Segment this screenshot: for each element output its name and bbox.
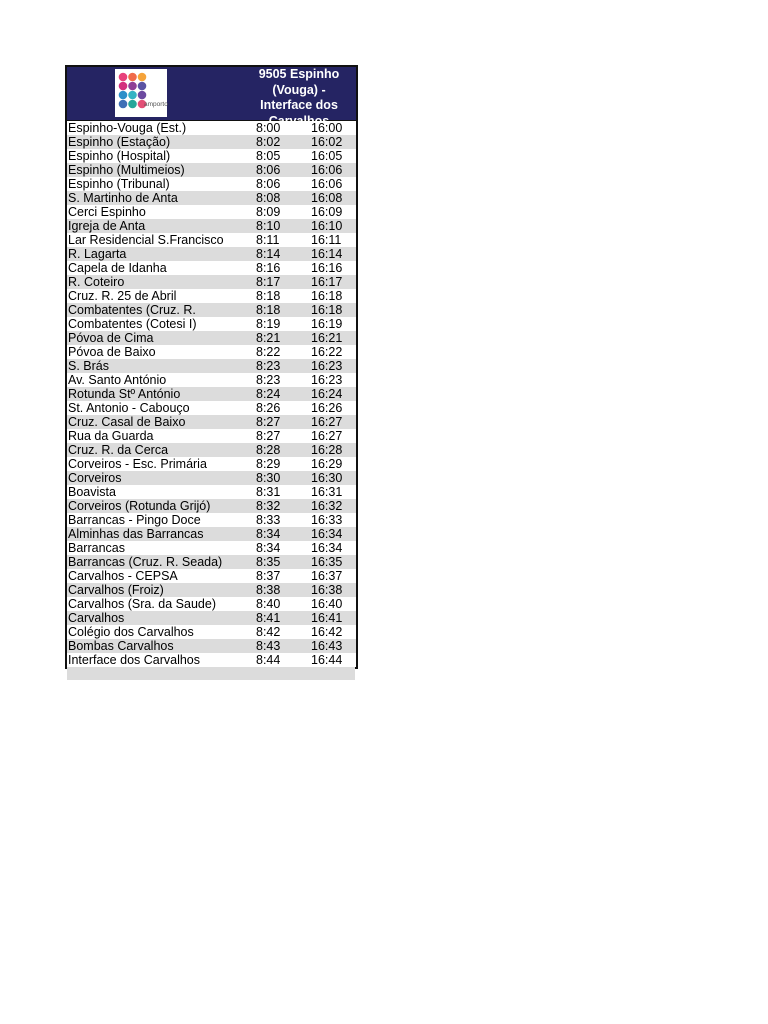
logo-dot (119, 100, 128, 109)
stop-name: Carvalhos - CEPSA (68, 569, 178, 583)
table-row (67, 639, 356, 653)
table-row (67, 331, 356, 345)
stop-name: Capela de Idanha (68, 261, 167, 275)
logo-dot (119, 82, 128, 91)
departure-time-afternoon: 16:05 (311, 149, 343, 163)
departure-time-morning: 8:26 (256, 401, 281, 415)
departure-time-morning: 8:02 (256, 135, 281, 149)
table-row (67, 387, 356, 401)
table-row (67, 513, 356, 527)
amporto-logo (115, 69, 167, 117)
departure-time-morning: 8:44 (256, 653, 281, 667)
table-row (67, 597, 356, 611)
departure-time-morning: 8:34 (256, 527, 281, 541)
table-row (67, 317, 356, 331)
departure-time-morning: 8:11 (256, 233, 280, 247)
departure-time-afternoon: 16:16 (311, 261, 343, 275)
departure-time-morning: 8:18 (256, 303, 281, 317)
departure-time-morning: 8:43 (256, 639, 281, 653)
table-row (67, 303, 356, 317)
stop-name: Espinho (Estação) (68, 135, 171, 149)
departure-time-afternoon: 16:40 (311, 597, 343, 611)
departure-time-morning: 8:06 (256, 163, 281, 177)
logo-dot (119, 91, 128, 100)
logo-dot (138, 91, 147, 100)
stop-name: Corveiros (Rotunda Grijó) (68, 499, 211, 513)
departure-time-afternoon: 16:29 (311, 457, 343, 471)
departure-time-morning: 8:33 (256, 513, 281, 527)
stop-name: Igreja de Anta (68, 219, 146, 233)
stop-name: Cruz. Casal de Baixo (68, 415, 186, 429)
departure-time-afternoon: 16:19 (311, 317, 343, 331)
table-row (67, 499, 356, 513)
departure-time-morning: 8:29 (256, 457, 281, 471)
table-row (67, 163, 356, 177)
departure-time-afternoon: 16:33 (311, 513, 343, 527)
table-row (67, 191, 356, 205)
departure-time-afternoon: 16:23 (311, 359, 343, 373)
departure-time-afternoon: 16:26 (311, 401, 343, 415)
table-row (67, 401, 356, 415)
departure-time-morning: 8:09 (256, 205, 281, 219)
departure-time-morning: 8:22 (256, 345, 281, 359)
departure-time-morning: 8:31 (256, 485, 281, 499)
route-title: 9505 Espinho (Vouga) - Interface dos Carvalhos (258, 67, 340, 128)
stop-name: Espinho (Tribunal) (68, 177, 170, 191)
logo-dot (128, 91, 137, 100)
departure-time-morning: 8:30 (256, 471, 281, 485)
table-row (67, 653, 356, 667)
table-row (67, 625, 356, 639)
departure-time-morning: 8:27 (256, 429, 281, 443)
table-row (67, 583, 356, 597)
table-row (67, 541, 356, 555)
table-row (67, 121, 356, 135)
stop-name: Póvoa de Cima (68, 331, 154, 345)
stop-name: Carvalhos (Froiz) (68, 583, 164, 597)
departure-time-afternoon: 16:11 (311, 233, 342, 247)
stop-name: Rotunda Stº António (68, 387, 181, 401)
table-row (67, 177, 356, 191)
table-row (67, 149, 356, 163)
departure-time-afternoon: 16:18 (311, 289, 343, 303)
table-row (67, 471, 356, 485)
departure-time-afternoon: 16:38 (311, 583, 343, 597)
schedule-table (67, 121, 356, 667)
departure-time-afternoon: 16:21 (311, 331, 343, 345)
departure-time-afternoon: 16:09 (311, 205, 343, 219)
table-row (67, 219, 356, 233)
departure-time-afternoon: 16:27 (311, 429, 343, 443)
stop-name: Combatentes (Cotesi I) (68, 317, 197, 331)
departure-time-morning: 8:35 (256, 555, 281, 569)
departure-time-morning: 8:23 (256, 359, 281, 373)
departure-time-afternoon: 16:32 (311, 499, 343, 513)
departure-time-morning: 8:32 (256, 499, 281, 513)
stop-name: Carvalhos (68, 611, 125, 625)
departure-time-afternoon: 16:30 (311, 471, 343, 485)
departure-time-afternoon: 16:18 (311, 303, 343, 317)
departure-time-afternoon: 16:34 (311, 527, 343, 541)
logo-dot (128, 82, 137, 91)
stop-name: S. Martinho de Anta (68, 191, 178, 205)
departure-time-afternoon: 16:34 (311, 541, 343, 555)
logo-dot (128, 73, 137, 82)
departure-time-afternoon: 16:37 (311, 569, 343, 583)
stop-name: Lar Residencial S.Francisco (68, 233, 224, 247)
departure-time-morning: 8:40 (256, 597, 281, 611)
logo-dot (138, 73, 147, 82)
stop-name: Espinho (Multimeios) (68, 163, 185, 177)
departure-time-afternoon: 16:24 (311, 387, 343, 401)
table-row (67, 457, 356, 471)
departure-time-afternoon: 16:35 (311, 555, 343, 569)
stop-name: Boavista (68, 485, 116, 499)
stop-name: Av. Santo António (68, 373, 167, 387)
departure-time-afternoon: 16:22 (311, 345, 343, 359)
departure-time-morning: 8:23 (256, 373, 281, 387)
stop-name: Combatentes (Cruz. R. (68, 303, 196, 317)
table-row (67, 485, 356, 499)
departure-time-afternoon: 16:23 (311, 373, 343, 387)
stop-name: Interface dos Carvalhos (68, 653, 201, 667)
departure-time-morning: 8:05 (256, 149, 281, 163)
departure-time-afternoon: 16:06 (311, 177, 343, 191)
stop-name: Barrancas - Pingo Doce (68, 513, 201, 527)
departure-time-morning: 8:34 (256, 541, 281, 555)
amporto-logo-icon (115, 69, 167, 117)
table-row (67, 135, 356, 149)
departure-time-afternoon: 16:41 (311, 611, 343, 625)
departure-time-morning: 8:24 (256, 387, 281, 401)
departure-time-morning: 8:17 (256, 275, 281, 289)
stop-name: Colégio dos Carvalhos (68, 625, 194, 639)
table-row (67, 205, 356, 219)
stop-name: Espinho-Vouga (Est.) (68, 121, 187, 135)
table-row (67, 247, 356, 261)
stop-name: Corveiros - Esc. Primária (68, 457, 207, 471)
stop-name: Cerci Espinho (68, 205, 146, 219)
table-row (67, 527, 356, 541)
departure-time-morning: 8:14 (256, 247, 281, 261)
departure-time-morning: 8:27 (256, 415, 281, 429)
table-row (67, 415, 356, 429)
table-row (67, 261, 356, 275)
departure-time-morning: 8:06 (256, 177, 281, 191)
stop-name: Rua da Guarda (68, 429, 154, 443)
stop-name: Barrancas (68, 541, 125, 555)
stop-name: Corveiros (68, 471, 122, 485)
departure-time-morning: 8:16 (256, 261, 281, 275)
departure-time-morning: 8:08 (256, 191, 281, 205)
departure-time-afternoon: 16:27 (311, 415, 343, 429)
table-row (67, 289, 356, 303)
logo-dot (138, 82, 147, 91)
departure-time-afternoon: 16:43 (311, 639, 343, 653)
table-row (67, 611, 356, 625)
table-row (67, 429, 356, 443)
departure-time-morning: 8:18 (256, 289, 281, 303)
logo-text: amporto (144, 101, 168, 108)
stop-name: St. Antonio - Cabouço (68, 401, 190, 415)
table-row (67, 275, 356, 289)
stop-name: R. Coteiro (68, 275, 125, 289)
stop-name: Bombas Carvalhos (68, 639, 174, 653)
table-row (67, 569, 356, 583)
stop-name: Espinho (Hospital) (68, 149, 171, 163)
departure-time-afternoon: 16:10 (311, 219, 343, 233)
departure-time-afternoon: 16:14 (311, 247, 343, 261)
logo-dot (128, 100, 137, 109)
timetable-sheet (65, 65, 358, 669)
footer-band (67, 667, 355, 680)
table-row (67, 373, 356, 387)
stop-name: Alminhas das Barrancas (68, 527, 204, 541)
departure-time-morning: 8:19 (256, 317, 281, 331)
departure-time-afternoon: 16:08 (311, 191, 343, 205)
departure-time-morning: 8:37 (256, 569, 281, 583)
departure-time-afternoon: 16:28 (311, 443, 343, 457)
departure-time-morning: 8:38 (256, 583, 281, 597)
table-row (67, 359, 356, 373)
table-row (67, 345, 356, 359)
departure-time-afternoon: 16:31 (311, 485, 343, 499)
stop-name: S. Brás (68, 359, 109, 373)
stop-name: Carvalhos (Sra. da Saude) (68, 597, 216, 611)
departure-time-afternoon: 16:17 (311, 275, 343, 289)
departure-time-morning: 8:28 (256, 443, 281, 457)
table-row (67, 443, 356, 457)
table-row (67, 233, 356, 247)
table-row (67, 555, 356, 569)
departure-time-morning: 8:10 (256, 219, 281, 233)
departure-time-morning: 8:41 (256, 611, 281, 625)
departure-time-afternoon: 16:02 (311, 135, 343, 149)
stop-name: Cruz. R. 25 de Abril (68, 289, 177, 303)
departure-time-afternoon: 16:42 (311, 625, 343, 639)
stop-name: Póvoa de Baixo (68, 345, 156, 359)
departure-time-afternoon: 16:44 (311, 653, 343, 667)
stop-name: Barrancas (Cruz. R. Seada) (68, 555, 223, 569)
departure-time-afternoon: 16:06 (311, 163, 343, 177)
logo-dot (119, 73, 128, 82)
departure-time-morning: 8:00 (256, 121, 281, 135)
departure-time-morning: 8:21 (256, 331, 281, 345)
departure-time-afternoon: 16:00 (311, 121, 343, 135)
stop-name: R. Lagarta (68, 247, 127, 261)
departure-time-morning: 8:42 (256, 625, 281, 639)
stop-name: Cruz. R. da Cerca (68, 443, 169, 457)
